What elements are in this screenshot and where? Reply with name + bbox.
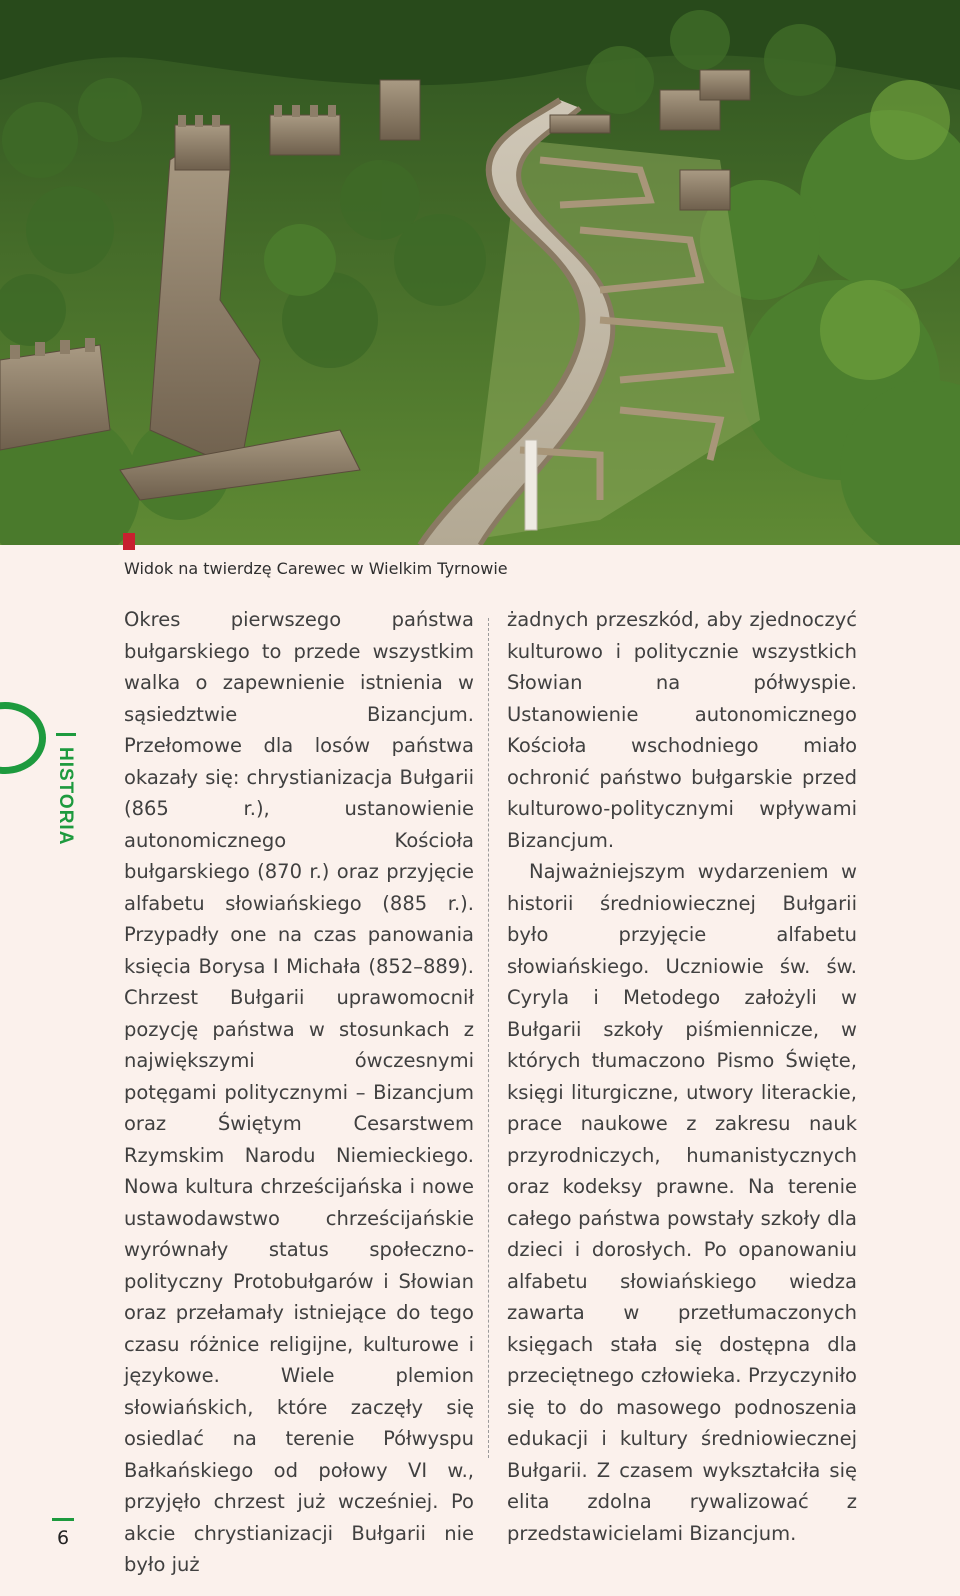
caption-marker	[123, 533, 135, 550]
photo-caption: Widok na twierdzę Carewec w Wielkim Tyrnowie	[124, 559, 508, 578]
text-column-left	[124, 604, 474, 1581]
page-number: 6	[57, 1527, 70, 1549]
page-footer	[52, 1518, 74, 1549]
chapter-tab-bar	[56, 733, 76, 736]
column-divider	[488, 618, 489, 1458]
text-column-right	[507, 604, 857, 1549]
chapter-tab	[56, 733, 78, 861]
paragraph: żadnych przeszkód, aby zjednoczyć kulturowo i politycznie wszystkich Słowian na półwyspie. Ustanowienie autonomicznego Kościoła wschodniego miało ochronić państwo bułgarskie przed kulturowo-politycznymi wpływami Bizancjum.	[507, 608, 857, 852]
chapter-circle-icon	[0, 702, 46, 774]
paragraph: Najważniejszym wydarzeniem w historii średniowiecznej Bułgarii było przyjęcie alfabetu słowiańskiego. Uczniowie św. św. Cyryla i Metodego założyli w Bułgarii szkoły piśmiennicze, w których tłumaczono Pismo Święte, księgi liturgiczne, utwory literackie, prace naukowe z zakresu nauk przyrodniczych, humanistycznych oraz kodeksy prawne. Na terenie całego państwa powstały szkoły dla dzieci i dorosłych. Po opanowaniu alfabetu słowiańskiego wiedza zawarta w przetłumaczonych księgach stała się dostępna dla przeciętnego człowieka. Przyczyniło się to do masowego podnoszenia edukacji i kultury średniowiecznej Bułgarii. Z czasem wykształciła się elita zdolna rywalizować z przedstawicielami Bizancjum.	[507, 860, 857, 1545]
page-number-bar	[52, 1518, 74, 1521]
chapter-label: HISTORIA	[55, 747, 76, 846]
fortress-photo	[0, 0, 960, 545]
fortress-photo-icon	[0, 0, 960, 545]
paragraph: Okres pierwszego państwa bułgarskiego to przede wszystkim walka o zapewnienie istnienia w sąsiedztwie Bizancjum. Przełomowe dla losów państwa okazały się: chrystianizacja Bułgarii (865 r.), ustanowienie autonomicznego Kościoła bułgarskiego (870 r.) oraz przyjęcie alfabetu słowiańskiego (885 r.). Przypadły one na czas panowania księcia Borysa I Michała (852–889). Chrzest Bułgarii uprawomocnił pozycję państwa w stosunkach z największymi ówczesnymi potęgami politycznymi – Bizancjum oraz Świętym Cesarstwem Rzymskim Narodu Niemieckiego. Nowa kultura chrześcijańska i nowe ustawodawstwo chrześcijańskie wyrównały status społeczno-polityczny Protobułgarów i Słowian oraz przełamały istniejące do tego czasu różnice religijne, kulturowe i językowe. Wiele plemion słowiańskich, które zaczęły się osiedlać na terenie Półwyspu Bałkańskiego od połowy VI w., przyjęło chrzest już wcześniej. Po akcie chrystianizacji Bułgarii nie było już	[124, 608, 474, 1576]
